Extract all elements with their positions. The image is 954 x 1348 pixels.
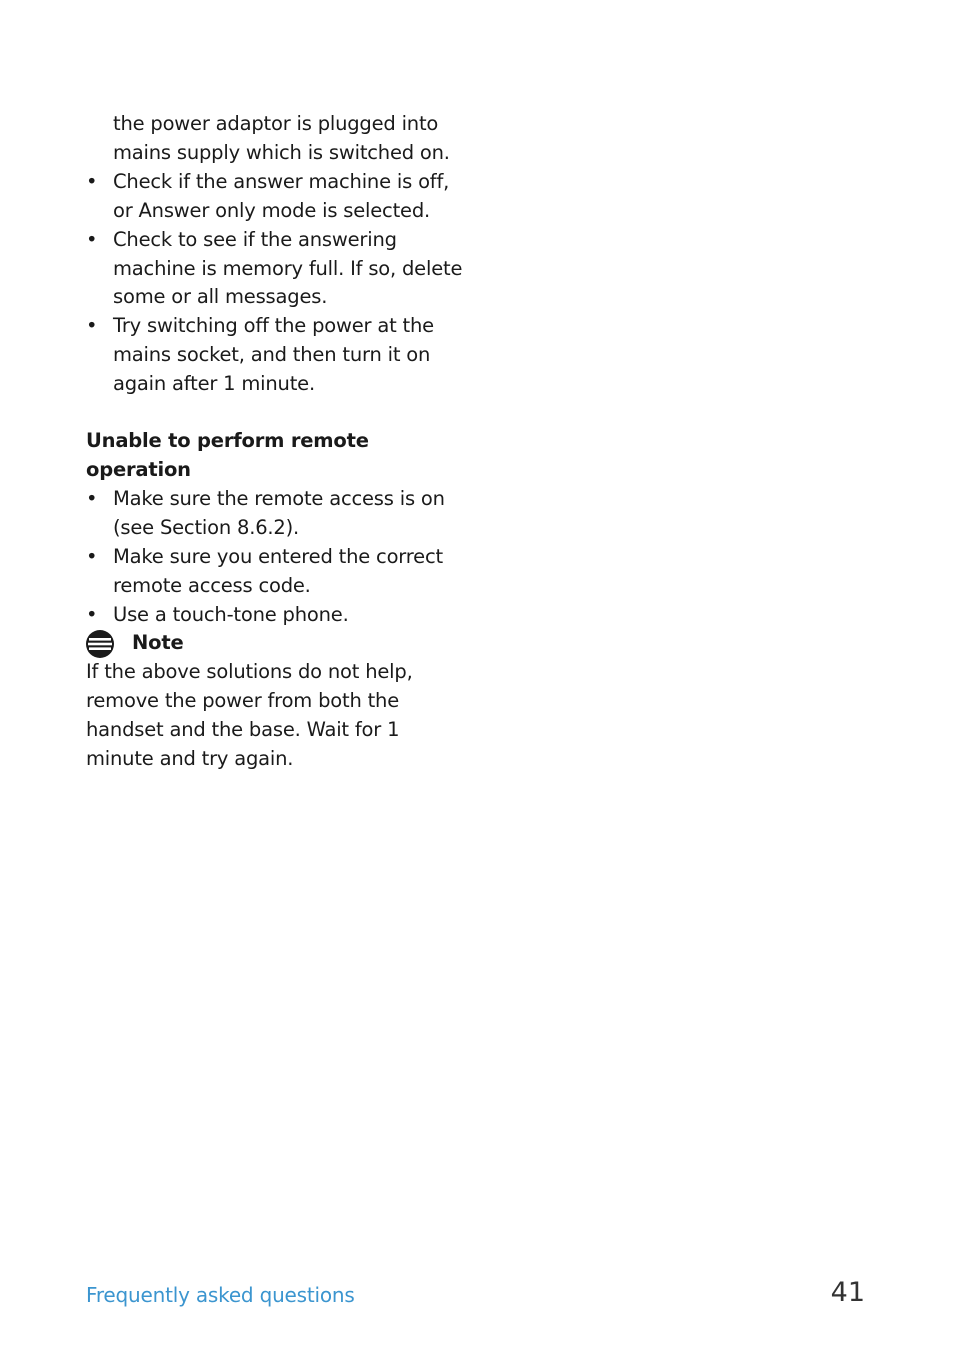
- list-item-text: Use a touch-tone phone.: [113, 602, 349, 626]
- list-item-text: Make sure you entered the correct remote access code.: [113, 544, 443, 597]
- list-item-text: Try switching off the power at the mains socket, and then turn it on again after 1 minute.: [113, 314, 434, 396]
- list-item: [86, 168, 466, 226]
- section-heading: Unable to perform remote operation: [86, 429, 369, 481]
- bullet-marker: •: [86, 602, 98, 626]
- continuation-text: the power adaptor is plugged into mains supply which is switched on.: [113, 112, 450, 164]
- troubleshoot-list: [86, 168, 466, 399]
- remote-operation-list: [86, 485, 466, 630]
- bullet-marker: •: [86, 227, 98, 251]
- list-item-text: Make sure the remote access is on (see Section 8.6.2).: [113, 486, 445, 539]
- list-item: [86, 543, 466, 601]
- list-item: [86, 226, 466, 313]
- list-item: [86, 601, 466, 630]
- bullet-marker: •: [86, 486, 98, 510]
- page-number: 41: [830, 1277, 865, 1308]
- list-item: [86, 485, 466, 543]
- footer-section-title: Frequently asked questions: [86, 1283, 355, 1307]
- list-item-text: Check to see if the answering machine is memory full. If so, delete some or all messages.: [113, 227, 463, 309]
- note-header: [86, 629, 466, 658]
- note-icon: [86, 630, 114, 658]
- note-text: If the above solutions do not help, remove the power from both the handset and the base. Wait for 1 minute and try again.: [86, 660, 413, 771]
- bullet-marker: •: [86, 544, 98, 568]
- bullet-marker: •: [86, 169, 98, 193]
- bullet-marker: •: [86, 314, 98, 338]
- list-item: [86, 312, 466, 399]
- note-label: Note: [132, 631, 184, 655]
- list-item-text: Check if the answer machine is off, or Answer only mode is selected.: [113, 169, 450, 222]
- main-column: [86, 110, 466, 774]
